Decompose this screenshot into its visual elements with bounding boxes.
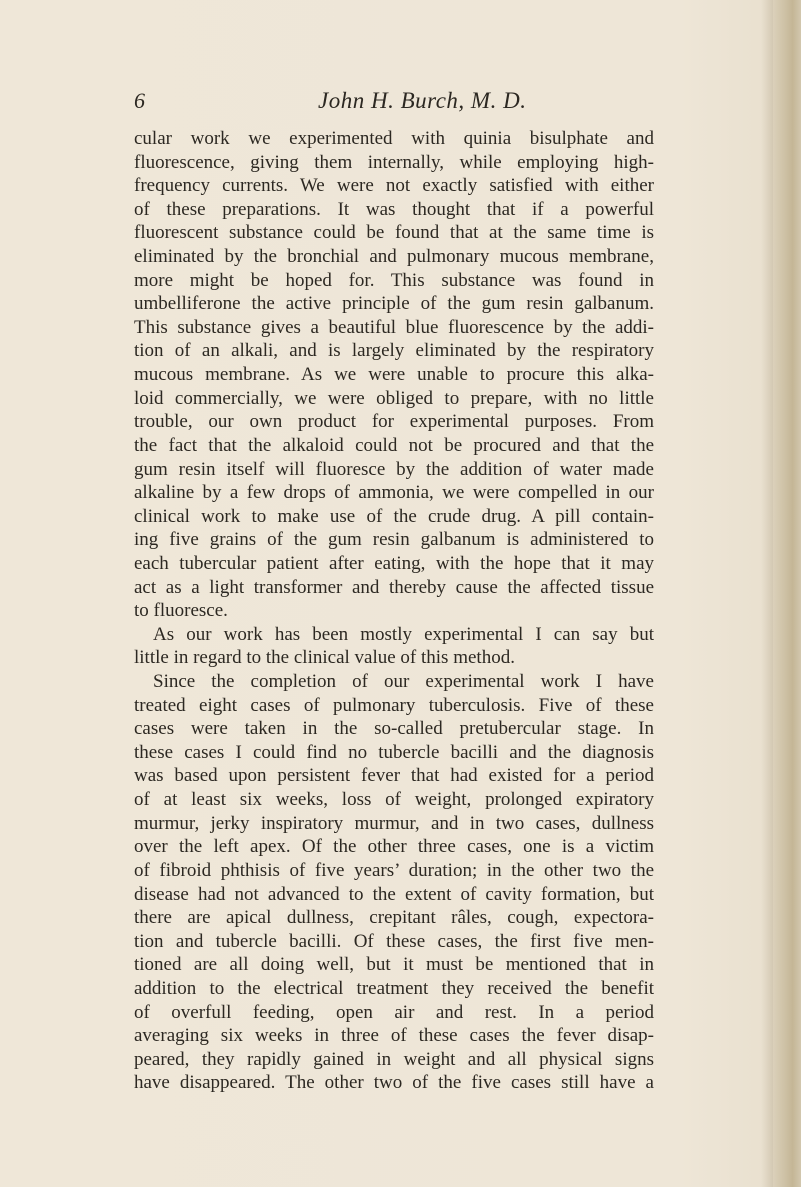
text-line: these cases I could find no tubercle bacilli and the diagnosis bbox=[134, 741, 654, 763]
text-line: loid commercially, we were obliged to prepare, with no little bbox=[134, 387, 654, 409]
text-line: murmur, jerky inspiratory murmur, and in two cases, dullness bbox=[134, 812, 654, 834]
text-line: addition to the electrical treatment they received the benefit bbox=[134, 977, 654, 999]
text-line: was based upon persistent fever that had existed for a period bbox=[134, 765, 654, 787]
text-line: each tubercular patient after eating, with the hope that it may bbox=[134, 552, 654, 574]
text-line: tion and tubercle bacilli. Of these cases, the first five men- bbox=[134, 930, 654, 952]
text-line: mucous membrane. As we were unable to procure this alka- bbox=[134, 364, 654, 386]
text-line: umbelliferone the active principle of the gum resin galbanum. bbox=[134, 293, 654, 315]
text-line: trouble, our own product for experimental purposes. From bbox=[134, 411, 654, 433]
text-line: This substance gives a beautiful blue fluorescence by the addi- bbox=[134, 316, 654, 338]
text-line: over the left apex. Of the other three cases, one is a victim bbox=[134, 836, 654, 858]
text-line: act as a light transformer and thereby cause the affected tissue bbox=[134, 576, 654, 598]
text-line: frequency currents. We were not exactly satisfied with either bbox=[134, 175, 654, 197]
text-line: peared, they rapidly gained in weight and all physical signs bbox=[134, 1048, 654, 1070]
page-number: 6 bbox=[134, 88, 145, 113]
body-text bbox=[134, 127, 654, 1095]
text-line: cular work we experimented with quinia bisulphate and bbox=[134, 128, 654, 149]
text-line: of these preparations. It was thought that if a powerful bbox=[134, 198, 654, 220]
text-line: have disappeared. The other two of the five cases still have a bbox=[134, 1072, 654, 1094]
running-head bbox=[134, 88, 654, 118]
text-line: of overfull feeding, open air and rest. In a period bbox=[134, 1001, 654, 1023]
text-line: tion of an alkali, and is largely eliminated by the respiratory bbox=[134, 340, 654, 362]
text-line: fluorescence, giving them internally, while employing high- bbox=[134, 151, 654, 173]
text-line: ing five grains of the gum resin galbanum is administered to bbox=[134, 529, 654, 551]
text-line: tioned are all doing well, but it must be mentioned that in bbox=[134, 954, 654, 976]
text-line: gum resin itself will fluoresce by the addition of water made bbox=[134, 458, 654, 480]
text-line: to fluoresce. bbox=[134, 600, 228, 622]
text-line: As our work has been mostly experimental I can say but bbox=[153, 623, 654, 645]
text-line: of fibroid phthisis of five years’ duration; in the other two the bbox=[134, 859, 654, 881]
text-line: alkaline by a few drops of ammonia, we were compelled in our bbox=[134, 482, 654, 504]
text-line: averaging six weeks in three of these cases the fever disap- bbox=[134, 1025, 654, 1047]
text-line: of at least six weeks, loss of weight, prolonged expiratory bbox=[134, 789, 654, 811]
page-binding-edge bbox=[773, 0, 801, 1187]
text-line: eliminated by the bronchial and pulmonary mucous membrane, bbox=[134, 246, 654, 268]
text-line: fluorescent substance could be found that at the same time is bbox=[134, 222, 654, 244]
text-line: the fact that the alkaloid could not be procured and that the bbox=[134, 434, 654, 456]
running-title: John H. Burch, M. D. bbox=[318, 88, 527, 113]
text-line: there are apical dullness, crepitant râles, cough, expectora- bbox=[134, 907, 654, 929]
text-line: more might be hoped for. This substance was found in bbox=[134, 269, 654, 291]
text-line: little in regard to the clinical value of this method. bbox=[134, 647, 515, 669]
binding-shadow bbox=[761, 0, 773, 1187]
text-line: cases were taken in the so-called pretubercular stage. In bbox=[134, 718, 654, 740]
text-line: clinical work to make use of the crude drug. A pill contain- bbox=[134, 505, 654, 527]
text-line: treated eight cases of pulmonary tuberculosis. Five of these bbox=[134, 694, 654, 716]
text-line: disease had not advanced to the extent of cavity formation, but bbox=[134, 883, 654, 905]
text-line: Since the completion of our experimental work I have bbox=[153, 671, 654, 693]
